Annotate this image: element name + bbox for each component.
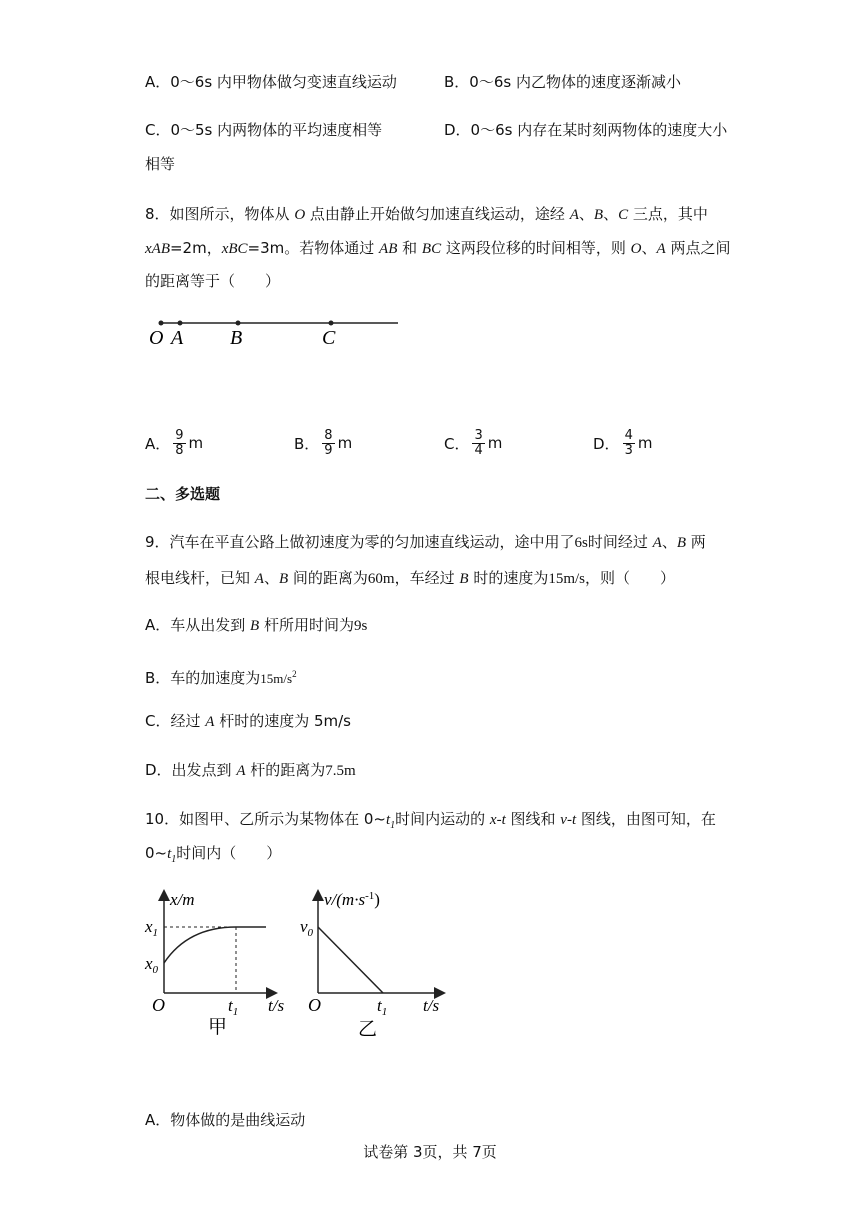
q8-stem-line2: xAB=2m，xBC=3m。若物体通过 AB 和 BC 这两段位移的时间相等，则 O、A 两点之间: [145, 239, 731, 257]
graph-jia-xt: [144, 890, 284, 1038]
q10-graphs: [140, 885, 460, 1045]
section-title: 二、多选题: [145, 485, 221, 503]
jia-caption: 甲: [208, 1017, 228, 1038]
q10-stem-line2: $0\sim t_1$时间内（ ）: [145, 844, 282, 865]
jia-y-label: x/m: [170, 890, 195, 909]
q8-option-a: A． $\frac{9}{8}$ m: [145, 427, 204, 458]
yi-line: [318, 927, 383, 993]
q9-option-a: A．车从出发到 B 杆所用时间为9s: [145, 616, 368, 634]
q8-line-figure: [140, 308, 410, 358]
yi-y-label: $v/(m\cdot s^{-1})$: [324, 890, 380, 909]
q9-option-c: C．经过 A 杆时的速度为 5m/s: [145, 712, 351, 730]
q9-stem-line2: 根电线杆，已知 A、B 间的距离为60m，车经过 B 时的速度为15m/s，则（ ）: [145, 569, 676, 587]
q9-stem-line1: 9．汽车在平直公路上做初速度为零的匀加速直线运动，途中用了6s时间经过 A、B 两: [145, 533, 706, 551]
q10-option-a: A．物体做的是曲线运动: [145, 1111, 306, 1129]
q7-option-d: D．0～6s 内存在某时刻两物体的速度大小: [444, 121, 728, 139]
point-b-label: B: [230, 327, 243, 349]
jia-curve: [164, 927, 236, 963]
q9-option-b: B．车的加速度为$15m/s^2$: [145, 669, 297, 687]
q8-stem-line1: 8．如图所示，物体从 O 点由静止开始做匀加速直线运动，途经 A、B、C 三点，其中: [145, 205, 708, 223]
q10-stem-line1: 10．如图甲、乙所示为某物体在 $0\sim t_1$时间内运动的 x-t 图线和 v-t 图线，由图可知，在: [145, 810, 716, 831]
jia-origin-label: O: [152, 995, 165, 1015]
point-b-dot: [236, 321, 241, 326]
point-c-dot: [329, 321, 334, 326]
graph-yi-vt: [300, 890, 440, 1040]
q7-option-d-continued: 相等: [145, 155, 176, 173]
yi-x-label: t/s: [423, 996, 440, 1015]
q8-stem-line3: 的距离等于（ ）: [145, 272, 281, 290]
q7-option-c: C．0～5s 内两物体的平均速度相等: [145, 121, 383, 139]
q8-option-d: D． $\frac{4}{3}$ m: [593, 427, 653, 458]
point-c-label: C: [322, 327, 336, 349]
yi-origin-label: O: [308, 995, 321, 1015]
jia-t1-label: $t_1$: [228, 996, 239, 1018]
q8-option-b: B． $\frac{8}{9}$ m: [294, 427, 353, 458]
point-o-dot: [159, 321, 164, 326]
point-a-dot: [178, 321, 183, 326]
point-o-label: O: [149, 327, 164, 349]
jia-x-label: t/s: [268, 996, 285, 1015]
q8-option-c: C． $\frac{3}{4}$ m: [444, 427, 503, 458]
q7-option-b: B．0～6s 内乙物体的速度逐渐减小: [444, 73, 681, 91]
q7-option-a: A．0～6s 内甲物体做匀变速直线运动: [145, 73, 397, 91]
point-a-label: A: [171, 327, 184, 349]
jia-x1-label: $x_1$: [145, 917, 159, 939]
page-footer: 试卷第 3页，共 7页: [363, 1143, 497, 1161]
yi-t1-label: $t_1$: [377, 996, 388, 1018]
yi-caption: 乙: [358, 1019, 378, 1040]
q9-option-d: D．出发点到 A 杆的距离为7.5m: [145, 761, 356, 779]
yi-v0-label: $v_0$: [300, 917, 314, 939]
jia-x0-label: $x_0$: [145, 954, 159, 976]
